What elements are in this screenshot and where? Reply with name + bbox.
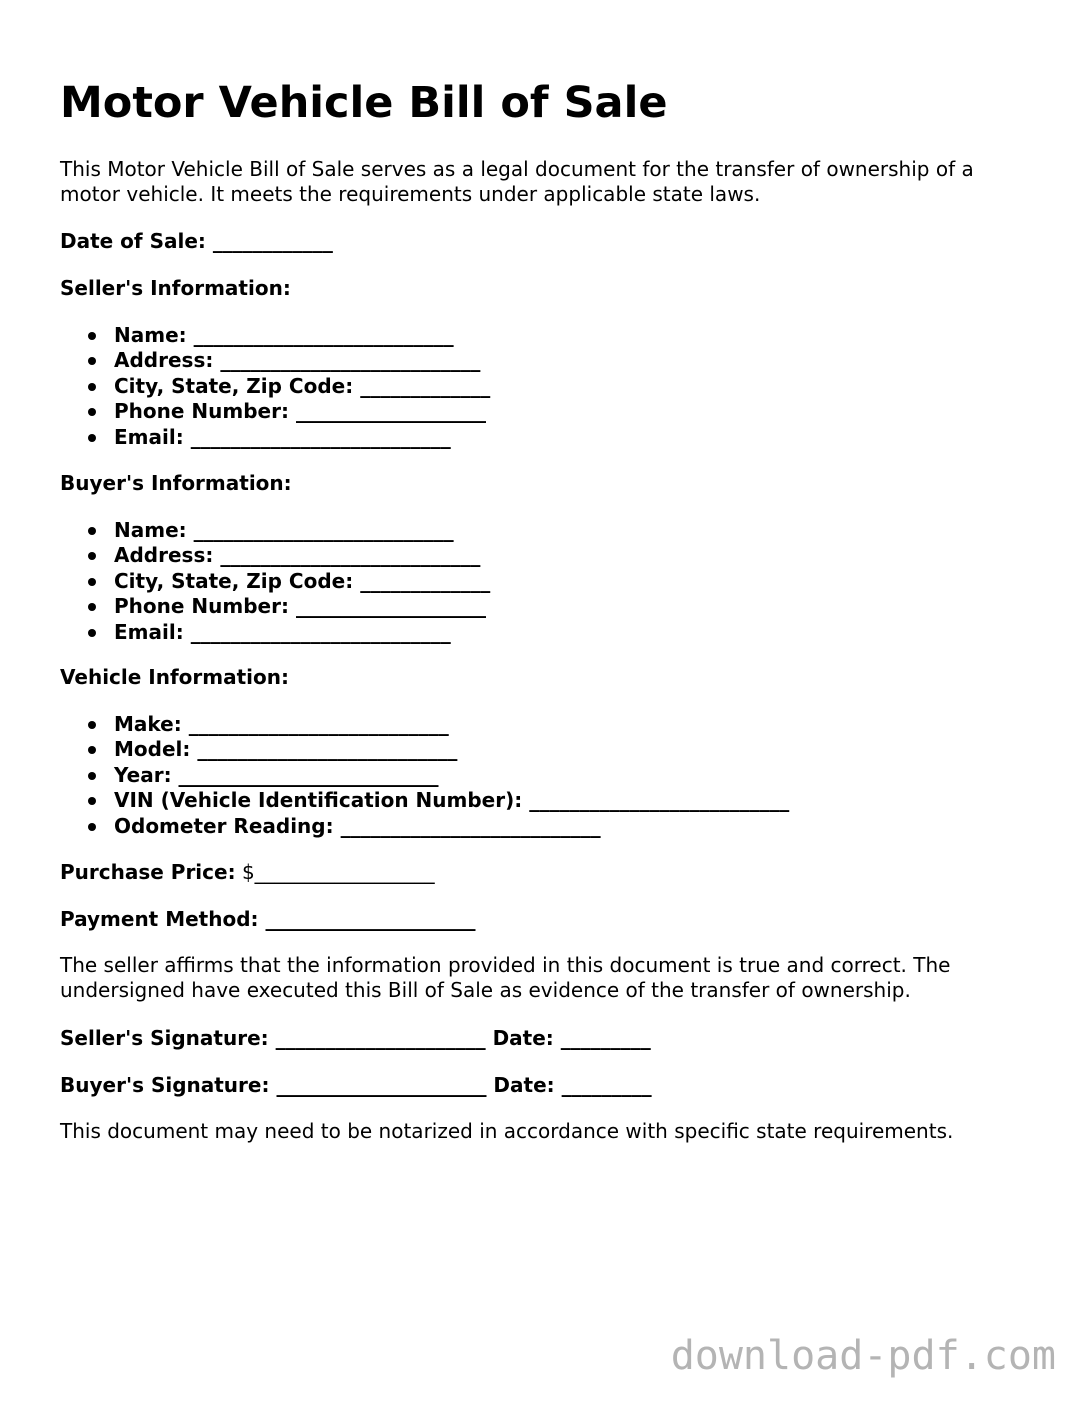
bullet-icon	[88, 823, 96, 831]
list-item	[60, 569, 490, 594]
date-of-sale-blank[interactable]: ____________	[212, 229, 333, 253]
list-item	[60, 712, 789, 737]
bullet-icon	[88, 629, 96, 637]
seller-email-label: Email:	[114, 424, 184, 449]
seller-phone-blank[interactable]: ___________________	[295, 399, 486, 424]
payment-method-label: Payment Method:	[60, 907, 259, 931]
buyer-date-blank[interactable]: _________	[561, 1073, 652, 1097]
buyer-phone-blank[interactable]: ___________________	[295, 594, 486, 619]
seller-name-blank[interactable]: __________________________	[193, 323, 454, 347]
seller-city-blank[interactable]: _____________	[360, 373, 491, 398]
buyer-signature-line	[60, 1073, 652, 1098]
buyer-email-blank[interactable]: __________________________	[190, 619, 451, 644]
seller-name-label: Name:	[114, 323, 187, 347]
vehicle-year-label: Year:	[114, 762, 172, 787]
bullet-icon	[88, 746, 96, 754]
list-item	[60, 814, 789, 839]
vehicle-make-blank[interactable]: __________________________	[188, 712, 449, 736]
seller-signature-blank[interactable]: _____________________	[275, 1026, 486, 1050]
list-item	[60, 788, 789, 813]
seller-date-blank[interactable]: _________	[560, 1026, 651, 1050]
list-item	[60, 594, 490, 619]
notary-note: This document may need to be notarized in accordance with specific state requirements.	[60, 1119, 954, 1143]
buyer-city-blank[interactable]: _____________	[360, 568, 491, 593]
payment-method-blank[interactable]: _____________________	[265, 907, 476, 931]
vehicle-make-label: Make:	[114, 712, 182, 736]
date-of-sale-label: Date of Sale:	[60, 229, 206, 253]
bullet-icon	[88, 797, 96, 805]
buyer-address-blank[interactable]: __________________________	[220, 543, 481, 568]
buyer-phone-label: Phone Number:	[114, 594, 289, 619]
purchase-price-label: Purchase Price:	[60, 860, 236, 884]
buyer-name-label: Name:	[114, 518, 187, 542]
seller-signature-label: Seller's Signature:	[60, 1026, 269, 1050]
purchase-price-line	[60, 860, 435, 885]
buyer-signature-blank[interactable]: _____________________	[276, 1073, 487, 1097]
vehicle-odometer-label: Odometer Reading:	[114, 813, 334, 838]
list-item	[60, 620, 490, 645]
vehicle-info-list	[60, 712, 789, 839]
vehicle-model-label: Model:	[114, 737, 191, 762]
list-item	[60, 348, 490, 373]
bullet-icon	[88, 721, 96, 729]
vehicle-vin-blank[interactable]: __________________________	[529, 788, 790, 813]
list-item	[60, 399, 490, 424]
buyer-name-blank[interactable]: __________________________	[193, 518, 454, 542]
list-item	[60, 737, 789, 762]
buyer-address-label: Address:	[114, 543, 214, 568]
buyer-info-list	[60, 518, 490, 645]
intro-paragraph: This Motor Vehicle Bill of Sale serves as a legal document for the transfer of ownership of a motor vehicle. It meets the requirements under applicable state laws.	[60, 157, 974, 206]
payment-method-line	[60, 907, 476, 932]
buyer-date-label: Date:	[493, 1073, 555, 1097]
purchase-price-blank[interactable]: __________________	[254, 860, 435, 884]
buyer-email-label: Email:	[114, 619, 184, 644]
buyer-info-heading: Buyer's Information:	[60, 471, 292, 495]
list-item	[60, 543, 490, 568]
bullet-icon	[88, 357, 96, 365]
bullet-icon	[88, 434, 96, 442]
buyer-city-label: City, State, Zip Code:	[114, 568, 354, 593]
list-item	[60, 374, 490, 399]
seller-info-list	[60, 323, 490, 450]
date-of-sale-line	[60, 229, 333, 254]
bullet-icon	[88, 552, 96, 560]
vehicle-vin-label: VIN (Vehicle Identification Number):	[114, 788, 523, 813]
document-title: Motor Vehicle Bill of Sale	[60, 78, 668, 128]
bullet-icon	[88, 578, 96, 586]
bullet-icon	[88, 527, 96, 535]
list-item	[60, 323, 490, 348]
bullet-icon	[88, 603, 96, 611]
seller-phone-label: Phone Number:	[114, 399, 289, 424]
seller-date-label: Date:	[492, 1026, 554, 1050]
bullet-icon	[88, 383, 96, 391]
affirmation-paragraph: The seller affirms that the information provided in this document is true and correct. The undersigned have executed this Bill of Sale as evidence of the transfer of ownership.	[60, 953, 951, 1002]
seller-address-blank[interactable]: __________________________	[220, 348, 481, 373]
vehicle-model-blank[interactable]: __________________________	[197, 737, 458, 762]
list-item	[60, 425, 490, 450]
seller-city-label: City, State, Zip Code:	[114, 373, 354, 398]
list-item	[60, 763, 789, 788]
seller-address-label: Address:	[114, 348, 214, 373]
bullet-icon	[88, 332, 96, 340]
currency-symbol: $	[241, 860, 255, 884]
buyer-signature-label: Buyer's Signature:	[60, 1073, 270, 1097]
vehicle-odometer-blank[interactable]: __________________________	[340, 813, 601, 838]
watermark: download-pdf.com	[670, 1333, 1056, 1379]
bullet-icon	[88, 408, 96, 416]
list-item	[60, 518, 490, 543]
vehicle-info-heading: Vehicle Information:	[60, 665, 289, 689]
seller-email-blank[interactable]: __________________________	[190, 424, 451, 449]
bullet-icon	[88, 772, 96, 780]
seller-signature-line	[60, 1026, 651, 1051]
vehicle-year-blank[interactable]: __________________________	[178, 762, 439, 787]
seller-info-heading: Seller's Information:	[60, 276, 291, 300]
